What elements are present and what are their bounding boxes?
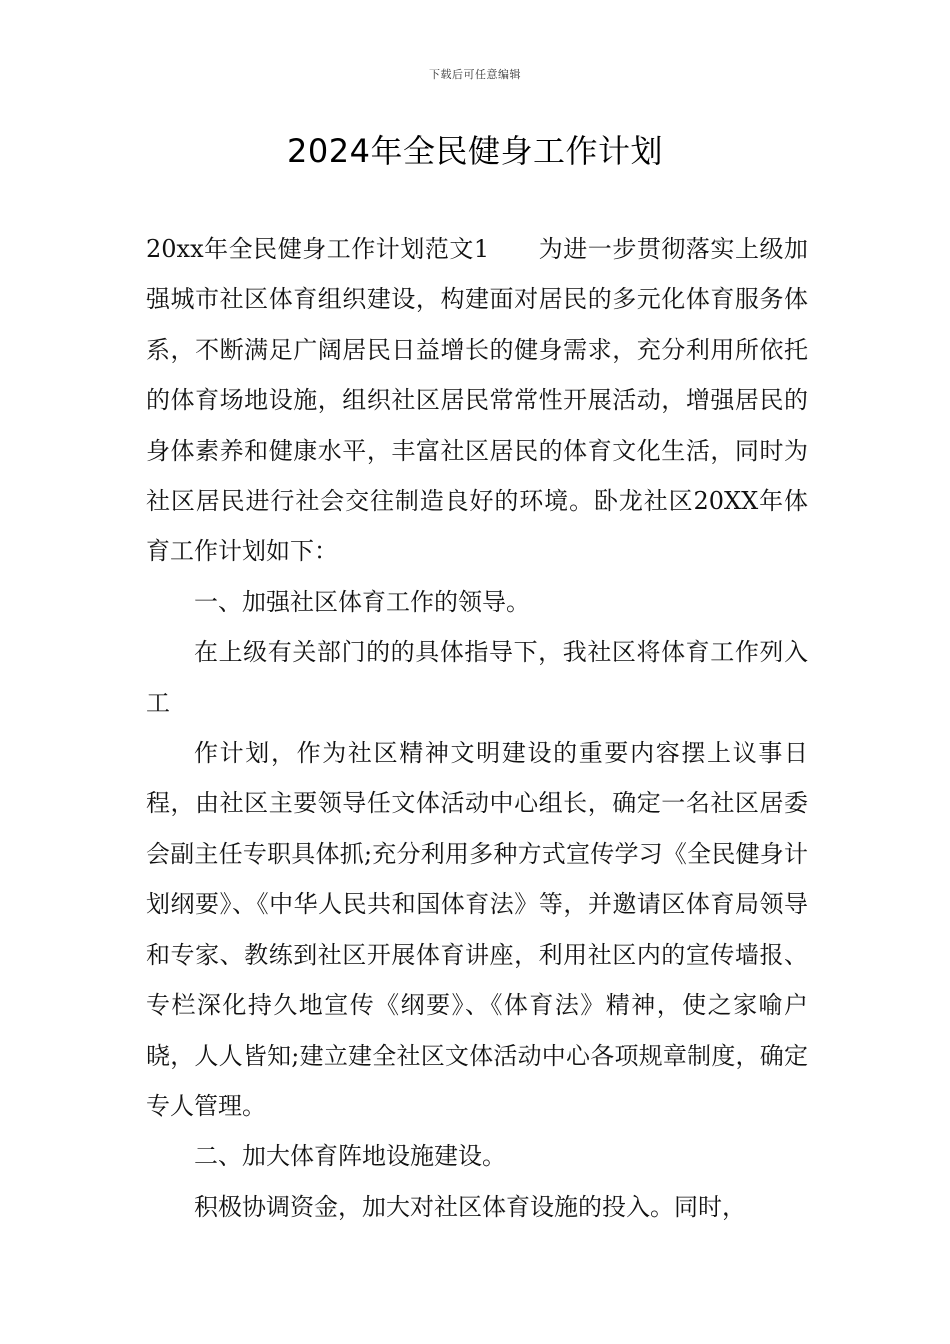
paragraph-section-1-a: 在上级有关部门的的具体指导下，我社区将体育工作列入工 xyxy=(146,638,808,717)
paragraph-section-2-a: 积极协调资金，加大对社区体育设施的投入。同时， xyxy=(194,1192,746,1221)
paragraph-heading-1: 一、加强社区体育工作的领导。 xyxy=(194,587,530,616)
header-note: 下载后可任意编辑 xyxy=(429,68,521,81)
paragraph-intro: 20xx年全民健身工作计划范文1 为进一步贯彻落实上级加强城市社区体育组织建设，构建面对居民的多元化体育服务体系，不断满足广阔居民日益增长的健身需求，充分利用所依托的体育场地设施，组织社区居民常常性开展活动，增强居民的身体素养和健康水平，丰富社区居民的体育文化生活，同时为社区居民进行社会交往制造良好的环境。卧龙社区20XX年体育工作计划如下： xyxy=(146,235,808,566)
paragraph-section-1-b: 作计划，作为社区精神文明建设的重要内容摆上议事日程，由社区主要领导任文体活动中心组长，确定一名社区居委会副主任专职具体抓;充分利用多种方式宣传学习《全民健身计划纲要》、《中华人民共和国体育法》等，并邀请区体育局领导和专家、教练到社区开展体育讲座，利用社区内的宣传墙报、专栏深化持久地宣传《纲要》、《体育法》精神，使之家喻户晓，人人皆知;建立建全社区文体活动中心各项规章制度，确定专人管理。 xyxy=(146,739,808,1120)
document-title: 2024年全民健身工作计划 xyxy=(287,132,663,170)
paragraph-heading-2: 二、加大体育阵地设施建设。 xyxy=(194,1142,506,1171)
document-body xyxy=(146,224,808,1232)
